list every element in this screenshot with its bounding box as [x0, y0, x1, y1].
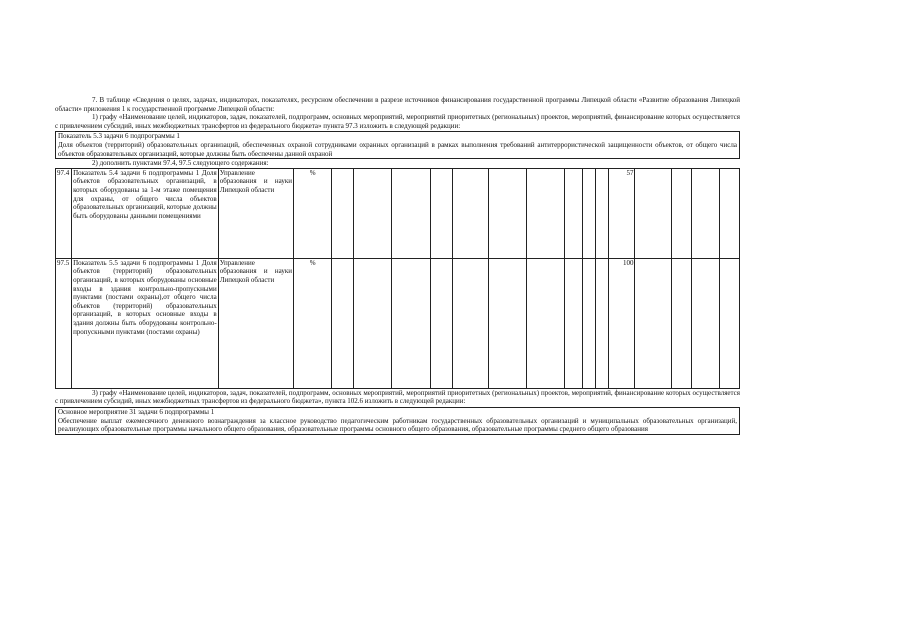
empty-cell	[332, 168, 354, 258]
empty-cell	[596, 168, 609, 258]
indicator-5-3-box	[55, 131, 740, 159]
empty-cell	[565, 168, 583, 258]
main-activity-31-box	[55, 407, 740, 435]
paragraph-item-2: 2) дополнить пунктами 97.4, 97.5 следующего содержания:	[92, 159, 269, 168]
paragraph-item-3: 3) графу «Наименование целей, индикаторов, задач, показателей, подпрограмм, основных мероприятий, мероприятий приоритетных (региональных) проектов, мероприятий, финансирование которых осуществляется с привлечением субсидий, иных межбюджетных трансфертов из федерального бюджета», пункта 102.6 изложить в следующей редакции:	[55, 388, 740, 406]
table-row-97-5	[56, 258, 740, 388]
table-row-97-4	[56, 168, 740, 258]
indicator-value: 100	[609, 258, 635, 388]
executor: Управление образования и науки Липецкой области	[218, 168, 293, 258]
indicator-5-3-title: Показатель 5.3 задачи 6 подпрограммы 1	[58, 132, 180, 141]
executor: Управление образования и науки Липецкой области	[218, 258, 293, 388]
empty-cell	[392, 258, 430, 388]
main-activity-31-title: Основное мероприятие 31 задачи 6 подпрограммы 1	[58, 407, 215, 416]
paragraph-item-1: 1) графу «Наименование целей, индикаторов, задач, показателей, подпрограмм, основных мероприятий, мероприятий приоритетных (региональных) проектов, мероприятий, финансирование которых осуществляется с привлечением субсидий, иных межбюджетных трансфертов из федерального бюджета» пункта 97.3 изложить в следующей редакции:	[55, 113, 740, 130]
unit: %	[294, 258, 332, 388]
indicator-name: Показатель 5.5 задачи 6 подпрограммы 1 Доля объектов (территорий) образовательных организаций, в которых оборудованы основные входы в здания контрольно-пропускными пунктами (постами охраны),от общего числа объектов (территорий) образовательных организаций, в которых основные входы в здания должны быть оборудованы контрольно-пропускными пунктами (постами охраны)	[72, 258, 219, 388]
empty-cell	[671, 168, 691, 258]
row-number: 97.5	[56, 258, 72, 388]
empty-cell	[565, 258, 583, 388]
empty-cell	[527, 258, 565, 388]
empty-cell	[488, 258, 526, 388]
empty-cell	[719, 258, 739, 388]
empty-cell	[392, 168, 430, 258]
empty-cell	[452, 258, 488, 388]
indicator-value: 57	[609, 168, 635, 258]
empty-cell	[691, 258, 719, 388]
empty-cell	[430, 258, 452, 388]
empty-cell	[635, 258, 671, 388]
empty-cell	[635, 168, 671, 258]
empty-cell	[354, 258, 392, 388]
empty-cell	[671, 258, 691, 388]
indicator-5-3-text: Доля объектов (территорий) образовательных организаций, обеспеченных охраной сотрудниками охранных организаций в рамках выполнения требований антитеррористической защищенности объектов, от общего числа объектов образовательных организаций, которые должны быть обеспечены данной охраной	[58, 140, 737, 158]
empty-cell	[354, 168, 392, 258]
document-page	[55, 96, 740, 435]
main-activity-31-text: Обеспечение выплат ежемесячного денежного вознаграждения за классное руководство педагогическим работникам государственных образовательных организаций и муниципальных образовательных организаций, реализующих образовательные программы начального общего образования, образовательные программы основного общего образования, образовательные программы среднего общего образования	[58, 416, 737, 434]
unit: %	[294, 168, 332, 258]
indicators-table	[55, 168, 740, 389]
row-number: 97.4	[56, 168, 72, 258]
empty-cell	[488, 168, 526, 258]
empty-cell	[583, 168, 596, 258]
empty-cell	[691, 168, 719, 258]
paragraph-7: 7. В таблице «Сведения о целях, задачах, индикаторах, показателях, ресурсном обеспечении в разрезе источников финансирования государственной программы Липецкой области «Развитие образования Липецкой области» приложения 1 к государственной программе Липецкой области:	[55, 96, 740, 113]
empty-cell	[430, 168, 452, 258]
empty-cell	[527, 168, 565, 258]
empty-cell	[452, 168, 488, 258]
empty-cell	[583, 258, 596, 388]
empty-cell	[596, 258, 609, 388]
empty-cell	[332, 258, 354, 388]
indicator-name: Показатель 5.4 задачи 6 подпрограммы 1 Доля объектов образовательных организаций, в которых оборудованы за 1-м этаже помещения для охраны, от общего числа объектов образовательных организаций, которые должны быть оборудованы данными помещениями	[72, 168, 219, 258]
empty-cell	[719, 168, 739, 258]
